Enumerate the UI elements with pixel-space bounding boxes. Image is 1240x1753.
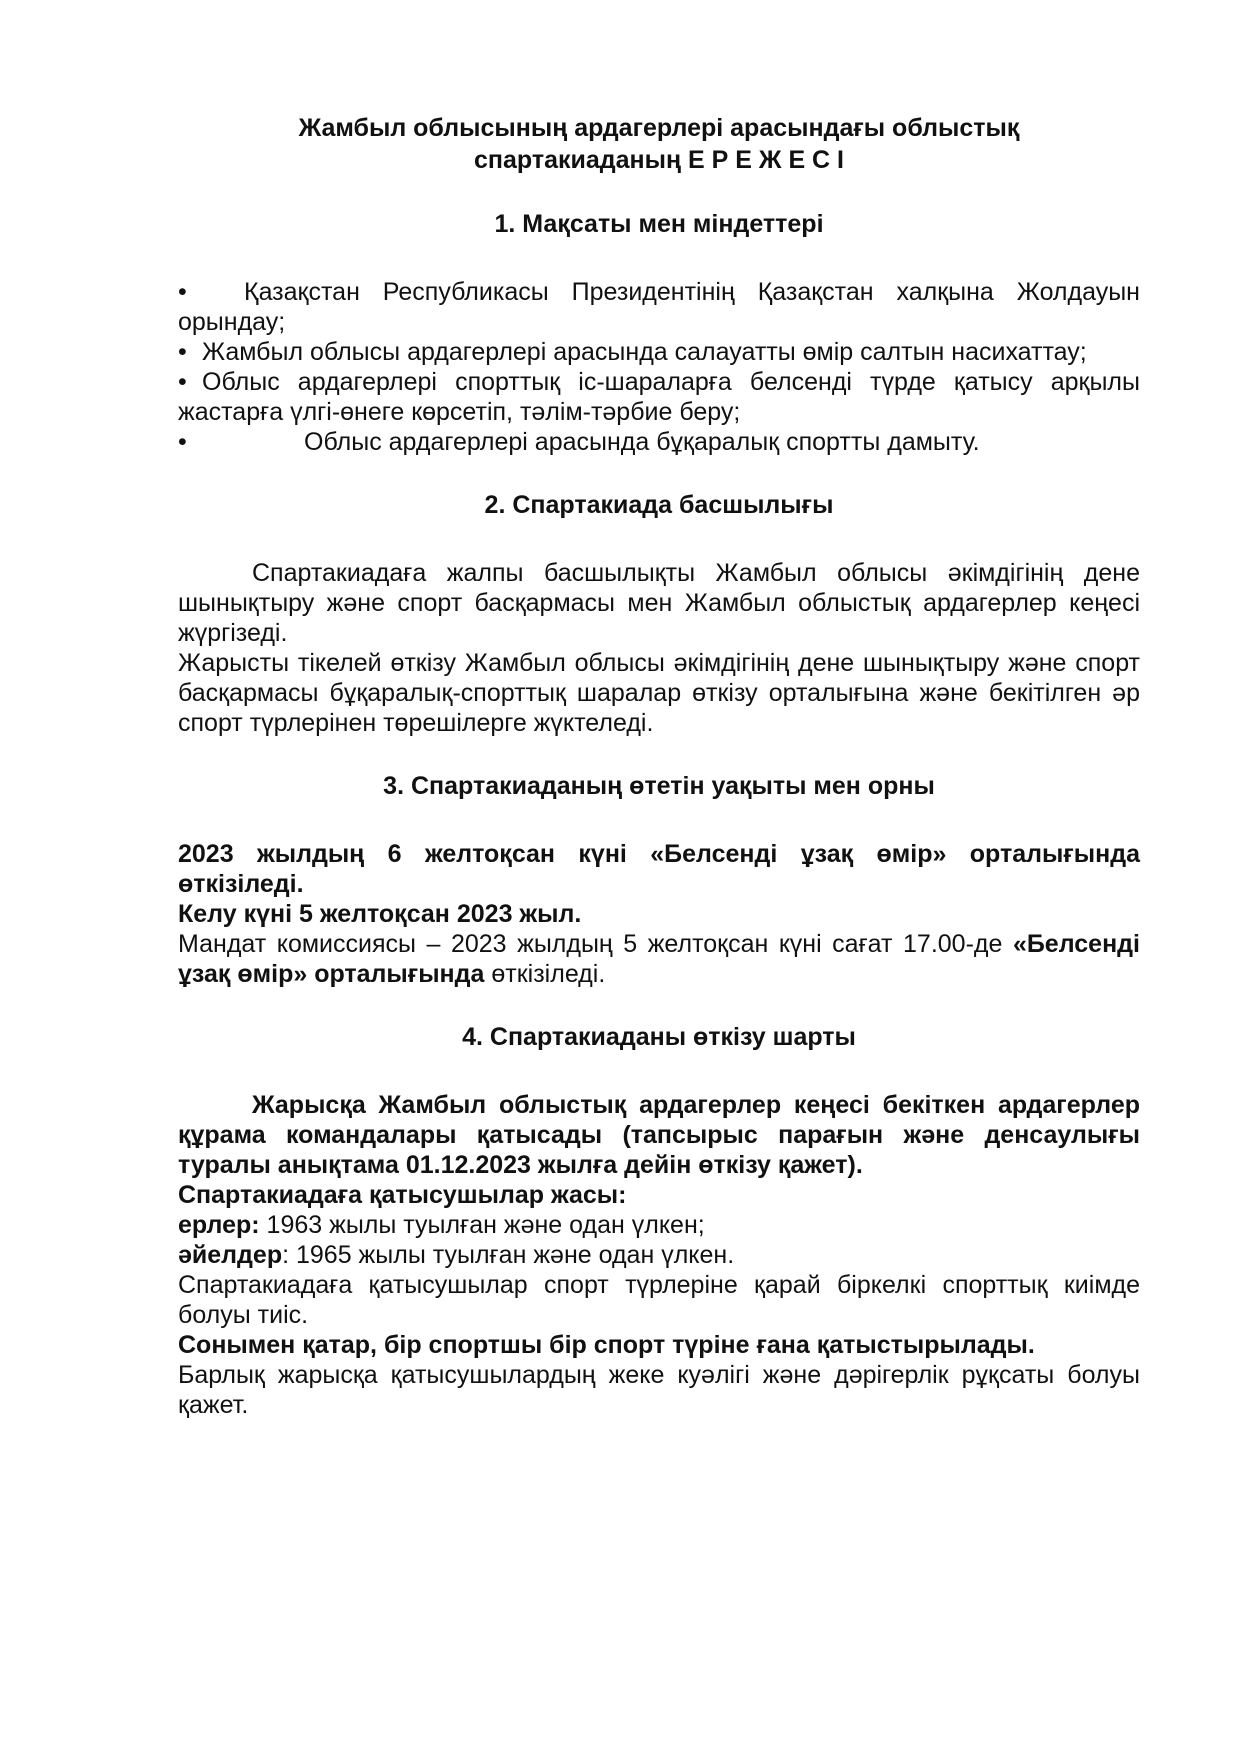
mandate-text: Мандат комиссиясы – 2023 жылдың 5 желтоқсан күні сағат 17.00-де: [178, 930, 1003, 958]
bullet-icon: •: [178, 278, 187, 306]
bullet-icon: •: [178, 338, 187, 366]
mandate-commission-paragraph: [178, 929, 1140, 989]
bullet-icon: •: [178, 368, 187, 396]
men-text: 1963 жылы туылған және одан үлкен;: [259, 1211, 705, 1239]
women-age-line: [178, 1240, 1140, 1270]
document-page: [178, 112, 1140, 1420]
section-2-heading: 2. Спартакиада басшылығы: [484, 491, 834, 519]
bullet-icon: •: [178, 428, 187, 456]
bullet-text: Облыс ардагерлері арасында бұқаралық спортты дамыту.: [304, 428, 980, 456]
section-1-bullet-list: [178, 277, 1140, 457]
bullet-item: [178, 367, 1140, 427]
documents-requirement: Барлық жарысқа қатысушылардың жеке куәлігі және дәрігерлік рұқсаты болуы қажет.: [178, 1361, 1140, 1419]
one-sport-rule: Сонымен қатар, бір спортшы бір спорт түріне ғана қатыстырылады.: [178, 1331, 1035, 1359]
bullet-text: Облыс ардагерлері спорттық іс-шараларға белсенді түрде қатысу арқылы жастарға үлгі-өнеге көрсетіп, тәлім-тәрбие беру;: [178, 368, 1140, 426]
bullet-text: Жамбыл облысы ардагерлері арасында салауатты өмір салтын насихаттау;: [202, 338, 1087, 366]
mandate-tail: өткізіледі.: [484, 960, 606, 988]
women-label: әйелдер: [178, 1241, 283, 1269]
women-text: : 1965 жылы туылған және одан үлкен.: [282, 1241, 735, 1269]
bullet-text: Қазақстан Республикасы Президентінің Қазақстан халқына Жолдауын орындау;: [178, 278, 1140, 336]
participation-intro: Жарысқа Жамбыл облыстық ардагерлер кеңесі бекіткен ардагерлер құрама командалары қатысады (тапсырыс парағын және денсаулығы туралы анықтама 01.12.2023 жылға дейін өткізу қажет).: [178, 1091, 1140, 1179]
bullet-item: [178, 337, 1140, 367]
section-2-paragraph-1: Спартакиадаға жалпы басшылықты Жамбыл облысы әкімдігінің дене шынықтыру және спорт басқармасы мен Жамбыл облыстық ардагерлер кеңесі жүргізеді.: [178, 559, 1140, 647]
document-title-line-2: спартакиаданың Е Р Е Ж Е С І: [473, 146, 845, 174]
age-heading: Спартакиадаға қатысушылар жасы:: [178, 1181, 627, 1209]
men-age-line: [178, 1210, 1140, 1240]
arrival-date-line: Келу күні 5 желтоқсан 2023 жыл.: [178, 900, 582, 928]
section-4-heading: 4. Спартакиаданы өткізу шарты: [462, 1023, 856, 1051]
section-1-heading: 1. Мақсаты мен міндеттері: [494, 210, 824, 238]
men-label: ерлер:: [178, 1211, 260, 1239]
bullet-item: [178, 277, 1140, 337]
section-2-paragraph-2: Жарысты тікелей өткізу Жамбыл облысы әкімдігінің дене шынықтыру және спорт басқармасы бұқаралық-спорттық шаралар өткізу орталығына және бекітілген әр спорт түрлерінен төрешілерге жүктеледі.: [178, 649, 1140, 737]
bullet-item: [178, 427, 1140, 457]
document-title-line-1: Жамбыл облысының ардагерлері арасындағы облыстық: [298, 114, 1020, 142]
uniform-requirement: Спартакиадаға қатысушылар спорт түрлеріне қарай біркелкі спорттық киімде болуы тиіс.: [178, 1271, 1140, 1329]
section-3-heading: 3. Спартакиаданың өтетін уақыты мен орны: [383, 772, 935, 800]
event-date-line: 2023 жылдың 6 желтоқсан күні «Белсенді ұзақ өмір» орталығында өткізіледі.: [178, 840, 1140, 898]
mandate-place: «Белсенді ұзақ өмір» орталығында: [178, 930, 1140, 988]
